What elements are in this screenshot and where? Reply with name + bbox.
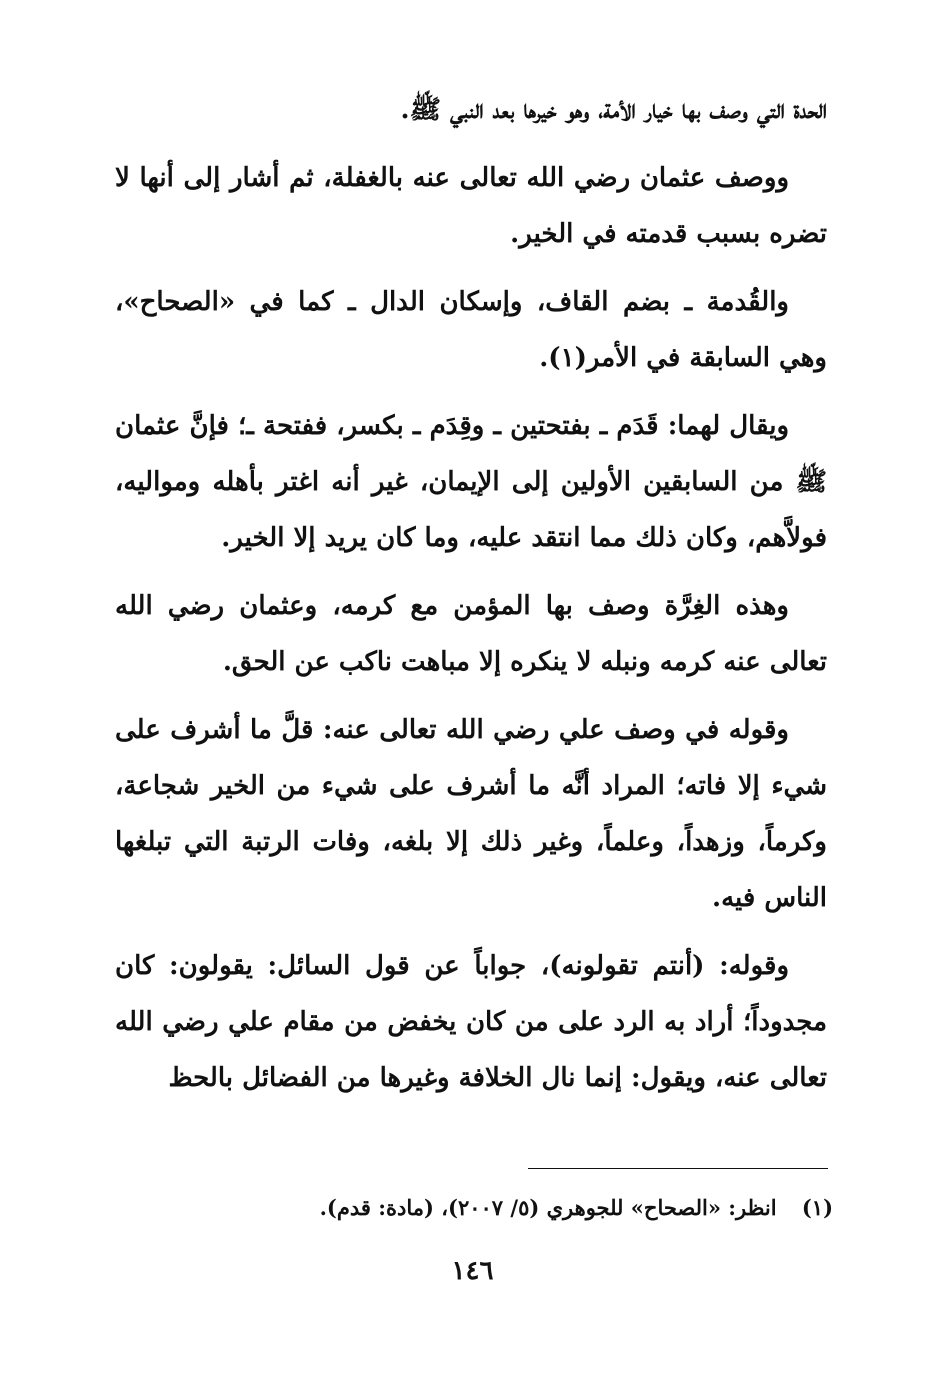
footnote [133,1188,833,1228]
footnote-number: (١) [801,1195,833,1220]
paragraph: والقُدمة ـ بضم القاف، وإسكان الدال ـ كما في «الصحاح»، وهي السابقة في الأمر(١). [115,287,827,373]
footnote-text: انظر: «الصحاح» للجوهري (٥/ ٢٠٠٧)، (مادة: قدم). [319,1195,777,1220]
paragraph: وهذه الغِرَّة وصف بها المؤمن مع كرمه، وعثمان رضي الله تعالى عنه كرمه ونبله لا ينكره إلا مباهت ناكب عن الحق. [115,591,827,677]
paragraph: ووصف عثمان رضي الله تعالى عنه بالغفلة، ثم أشار إلى أنها لا تضره بسبب قدمته في الخير. [115,163,827,249]
footnote-divider [528,1168,828,1169]
page-number: ١٤٦ [451,1256,494,1286]
paragraph: وقوله: (أنتم تقولونه)، جواباً عن قول السائل: يقولون: كان مجدوداً؛ أراد به الرد على من كان يخفض من مقام علي رضي الله تعالى عنه، ويقول: إنما نال الخلافة وغيرها من الفضائل بالحظ [115,951,827,1093]
paragraph: وقوله في وصف علي رضي الله تعالى عنه: قلَّ ما أشرف على شيء إلا فاته؛ المراد أنَّه ما أشرف على شيء من الخير شجاعة، وكرماً، وزهداً، وعلماً، وغير ذلك إلا بلغه، وفات الرتبة التي تبلغها الناس فيه. [115,715,827,913]
paragraph: الحدة التي وصف بها خيار الأمة، وهو خيرها بعد النبي ﷺ. [400,95,827,125]
paragraph: ويقال لهما: قَدَم ـ بفتحتين ـ وقِدَم ـ بكسر، ففتحة ـ؛ فإنَّ عثمان ﷺ من السابقين الأولين إلى الإيمان، غير أنه اغتر بأهله ومواليه، فولاَّهم، وكان ذلك مما انتقد عليه، وما كان يريد إلا الخير. [115,411,827,553]
body-text [115,82,827,1118]
